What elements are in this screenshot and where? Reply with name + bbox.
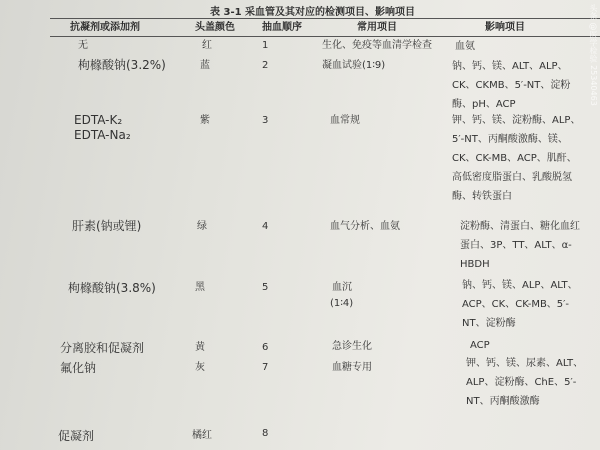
row-6-tests: 急诊生化 [332,341,372,352]
row-7-cap-color: 灰 [195,362,205,373]
row-8-cap-color: 橘红 [192,430,212,441]
row-5-tests-2: (1∶4) [330,298,354,309]
row-5-order: 5 [262,282,269,293]
row-3-effects: 钾、钙、镁、淀粉酶、ALP、5′-NT、丙酮酸激酶、镁、CK、CK-MB、ACP、肌酐、高低密度脂蛋白、乳酸脱氢酶、转铁蛋白 [452,115,581,202]
row-6-order: 6 [262,342,269,353]
row-4-additive: 肝素(钠或锂) [72,219,142,233]
row-6-additive: 分离胶和促凝剂 [60,341,145,355]
table-caption: 表 3-1 采血管及其对应的检测项目、影响项目 [210,7,416,18]
row-3-additive: EDTA-K₂ [74,113,123,127]
row-7-effects: 钾、钙、镁、尿素、ALT、ALP、淀粉酶、ChE、5′-NT、丙酮酸激酶 [466,358,584,407]
header-order: 抽血顺序 [262,22,302,33]
row-7-order: 7 [262,362,269,373]
row-4-order: 4 [262,221,269,232]
row-5-cap-color: 黑 [195,282,205,293]
row-2-cap-color: 蓝 [200,60,210,71]
row-1-cap-color: 红 [202,40,212,51]
row-8-additive: 促凝剂 [58,429,95,443]
row-7-tests: 血糖专用 [332,362,372,373]
row-5-effects: 钠、钙、镁、ALP、ALT、ACP、CK、CK-MB、5′-NT、淀粉酶 [462,280,578,329]
row-4-tests: 血气分析、血氨 [330,221,400,232]
header-additive: 抗凝剂或添加剂 [70,22,140,33]
row-6-effects: ACP [470,340,490,351]
row-3-order: 3 [262,115,269,126]
row-3-tests: 血常规 [330,115,360,126]
row-2-tests: 凝血试验(1∶9) [322,60,386,71]
header-cap-color: 头盖颜色 [195,22,235,33]
header-effects: 影响项目 [485,22,525,33]
watermark: 头条 @医学检验 25340463 [589,4,598,106]
row-1-tests: 生化、免疫等血清学检查 [322,40,432,51]
row-1-order: 1 [262,40,269,51]
row-2-effects: 钠、钙、镁、ALT、ALP、CK、CKMB、5′-NT、淀粉酶、pH、ACP [452,61,571,110]
table-top-rule [50,18,600,19]
row-8-order: 8 [262,428,269,439]
header-tests: 常用项目 [357,22,397,33]
row-2-additive: 枸橼酸钠(3.2%) [78,58,166,72]
row-3-additive-2: EDTA-Na₂ [74,128,131,142]
row-6-cap-color: 黄 [195,342,205,353]
row-3-cap-color: 紫 [200,115,210,126]
row-2-order: 2 [262,60,269,71]
row-1-additive: 无 [78,40,88,51]
row-1-effects: 血氨 [455,41,475,52]
row-5-additive: 枸橼酸钠(3.8%) [68,281,156,295]
row-4-effects: 淀粉酶、清蛋白、糖化血红蛋白、3P、TT、ALT、α-HBDH [460,221,580,270]
row-7-additive: 氟化钠 [60,361,97,375]
row-4-cap-color: 绿 [197,221,207,232]
row-5-tests: 血沉 [332,282,352,293]
